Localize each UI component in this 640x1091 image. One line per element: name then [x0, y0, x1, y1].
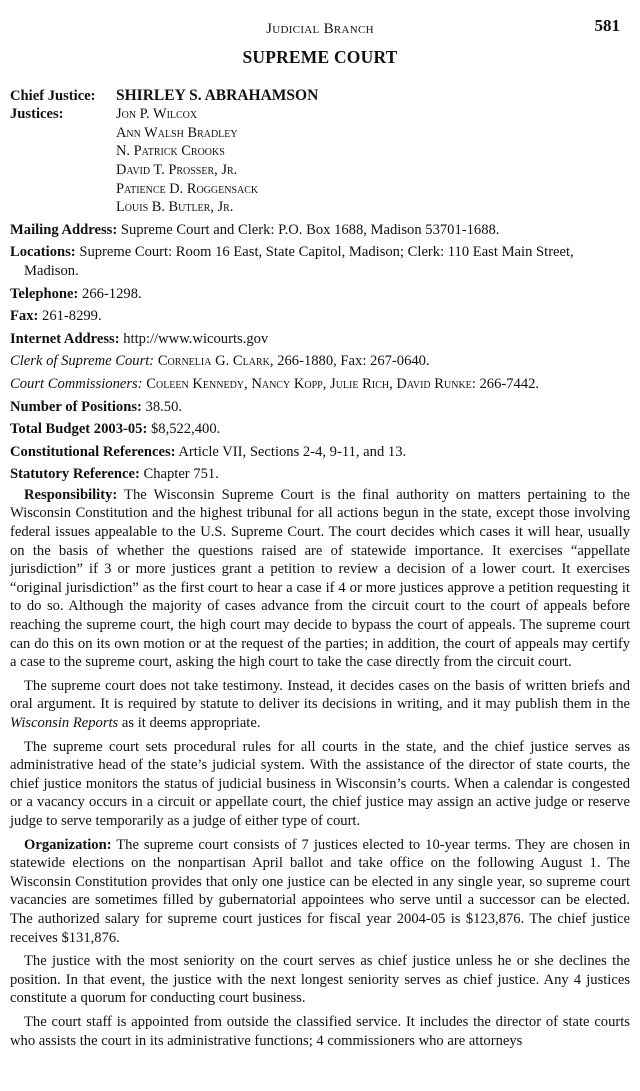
rules-paragraph: [10, 738, 630, 831]
positions-value: 38.50.: [145, 398, 183, 415]
telephone: [10, 285, 630, 304]
wisconsin-reports-title: Wisconsin Reports: [10, 715, 119, 731]
seniority-paragraph: [10, 952, 630, 1008]
court-commissioners: [10, 375, 630, 394]
testimony-text-start: The supreme court does not take testimony. Instead, it decides cases on the basis of written briefs and oral argument. It is required by statute to deliver its decisions in writing, and it may publish them in the: [10, 677, 630, 713]
organization-label: Organization:: [24, 836, 112, 853]
number-of-positions: [10, 398, 630, 417]
justice-name: Patience D. Roggensack: [116, 180, 259, 197]
justice-name: Ann Walsh Bradley: [116, 124, 238, 141]
constitutional-label: Constitutional References:: [10, 443, 176, 460]
constitutional-references: [10, 443, 630, 462]
running-header: [10, 0, 630, 46]
organization-paragraph: [10, 836, 630, 948]
testimony-text-end: as it deems appropriate.: [118, 715, 261, 731]
justice-name: N. Patrick Crooks: [116, 143, 225, 160]
page-title: SUPREME COURT: [242, 47, 398, 67]
chief-justice-row: [10, 87, 630, 106]
internet-address-link[interactable]: http://www.wicourts.gov: [123, 330, 269, 347]
clerk-of-court: [10, 352, 630, 371]
staff-text: The court staff is appointed from outside the classified service. It includes the director of state courts who assists the court in its administrative functions; 4 commissioners who are attorneys: [10, 1013, 630, 1049]
responsibility-label: Responsibility:: [24, 486, 118, 503]
responsibility-text: The Wisconsin Supreme Court is the final authority on matters pertaining to the Wisconsin Constitution and the highest tribunal for all actions begun in the state, except those involving federal issues appealable to the U.S. Supreme Court. The court decides which cases it will hear, usually on the basis of whether the questions raised are of statewide importance. It exercises “appellate jurisdiction” if 3 or more justices grant a petition to review a decision of a lower court. It exercises “original jurisdiction” as the first court to hear a case if 4 or more justices approve a petition requesting it to do so. Although the majority of cases advance from the circuit court to the court of appeals before reaching the supreme court, the high court may decide to bypass the court of appeals. The supreme court can do this on its own motion or at the request of the parties; in addition, the court of appeals may certify a case to the supreme court, asking the high court to take the case directly from the circuit court.: [10, 486, 630, 671]
page-number: 581: [594, 16, 620, 35]
chief-justice-label: Chief Justice:: [10, 87, 96, 104]
justice-name: David T. Prosser, Jr.: [116, 161, 238, 178]
telephone-value: 266-1298.: [82, 285, 142, 302]
organization-text: The supreme court consists of 7 justices elected to 10-year terms. They are chosen in statewide elections on the nonpartisan April ballot and take office on the following August 1. The Wisconsin Constitution provides that only one justice can be elected in any single year, so supreme court vacancies are sometimes filled by gubernatorial appointees who serve until a successor can be elected. The authorized salary for supreme court justices for fiscal year 2004-05 is $123,876. The chief justice receives $131,876.: [10, 836, 630, 946]
budget-label: Total Budget 2003-05:: [10, 421, 148, 438]
locations: [10, 243, 630, 280]
constitutional-value: Article VII, Sections 2-4, 9-11, and 13.: [178, 443, 407, 460]
internet-address-label: Internet Address:: [10, 330, 120, 347]
mailing-address-value: Supreme Court and Clerk: P.O. Box 1688, Madison 53701-1688.: [120, 221, 500, 238]
telephone-label: Telephone:: [10, 285, 79, 302]
statutory-value: Chapter 751.: [143, 466, 219, 483]
mailing-address-label: Mailing Address:: [10, 221, 118, 238]
section-name: Judicial Branch: [266, 21, 374, 37]
fax-value: 261-8299.: [42, 308, 102, 325]
fax: [10, 307, 630, 326]
chief-justice-name: SHIRLEY S. ABRAHAMSON: [116, 86, 319, 104]
clerk-value: , 266-1880, Fax: 267-0640.: [269, 353, 430, 370]
justice-list: [116, 105, 258, 217]
commissioners-label: Court Commissioners:: [10, 375, 143, 392]
statutory-label: Statutory Reference:: [10, 466, 140, 483]
fax-label: Fax:: [10, 308, 39, 325]
locations-value: Supreme Court: Room 16 East, State Capitol, Madison; Clerk: 110 East Main Street, Madison.: [24, 244, 574, 279]
justice-name: Louis B. Butler, Jr.: [116, 199, 234, 216]
commissioners-value: : 266-7442.: [471, 375, 540, 392]
responsibility-paragraph: [10, 486, 630, 672]
mailing-address: [10, 221, 630, 240]
positions-label: Number of Positions:: [10, 398, 142, 415]
statutory-reference: [10, 465, 630, 484]
locations-label: Locations:: [10, 244, 76, 261]
testimony-paragraph: [10, 677, 630, 733]
clerk-label: Clerk of Supreme Court:: [10, 353, 155, 370]
total-budget: [10, 420, 630, 439]
seniority-text: The justice with the most seniority on the court serves as chief justice unless he or she declines the position. In that event, the justice with the next longest seniority serves as chief justice. Any 4 justices constitute a quorum for conducting court business.: [10, 953, 630, 1007]
budget-value: $8,522,400.: [150, 421, 221, 438]
justice-name: Jon P. Wilcox: [116, 106, 198, 123]
internet-address: [10, 330, 630, 349]
clerk-name: Cornelia G. Clark: [157, 353, 270, 370]
justices-row: [10, 105, 630, 217]
commissioners-names: Coleen Kennedy, Nancy Kopp, Julie Rich, David Runke: [146, 375, 472, 392]
staff-paragraph: [10, 1013, 630, 1050]
rules-text: The supreme court sets procedural rules for all courts in the state, and the chief justice serves as administrative head of the state’s judicial system. With the assistance of the director of state courts, the chief justice monitors the status of judicial business in Wisconsin’s courts. When a calendar is congested or a vacancy occurs in a circuit or appellate court, the chief justice may assign an active judge or reserve judge to serve temporarily as a judge of either type of court.: [10, 738, 630, 829]
justices-label: Justices:: [10, 106, 64, 123]
